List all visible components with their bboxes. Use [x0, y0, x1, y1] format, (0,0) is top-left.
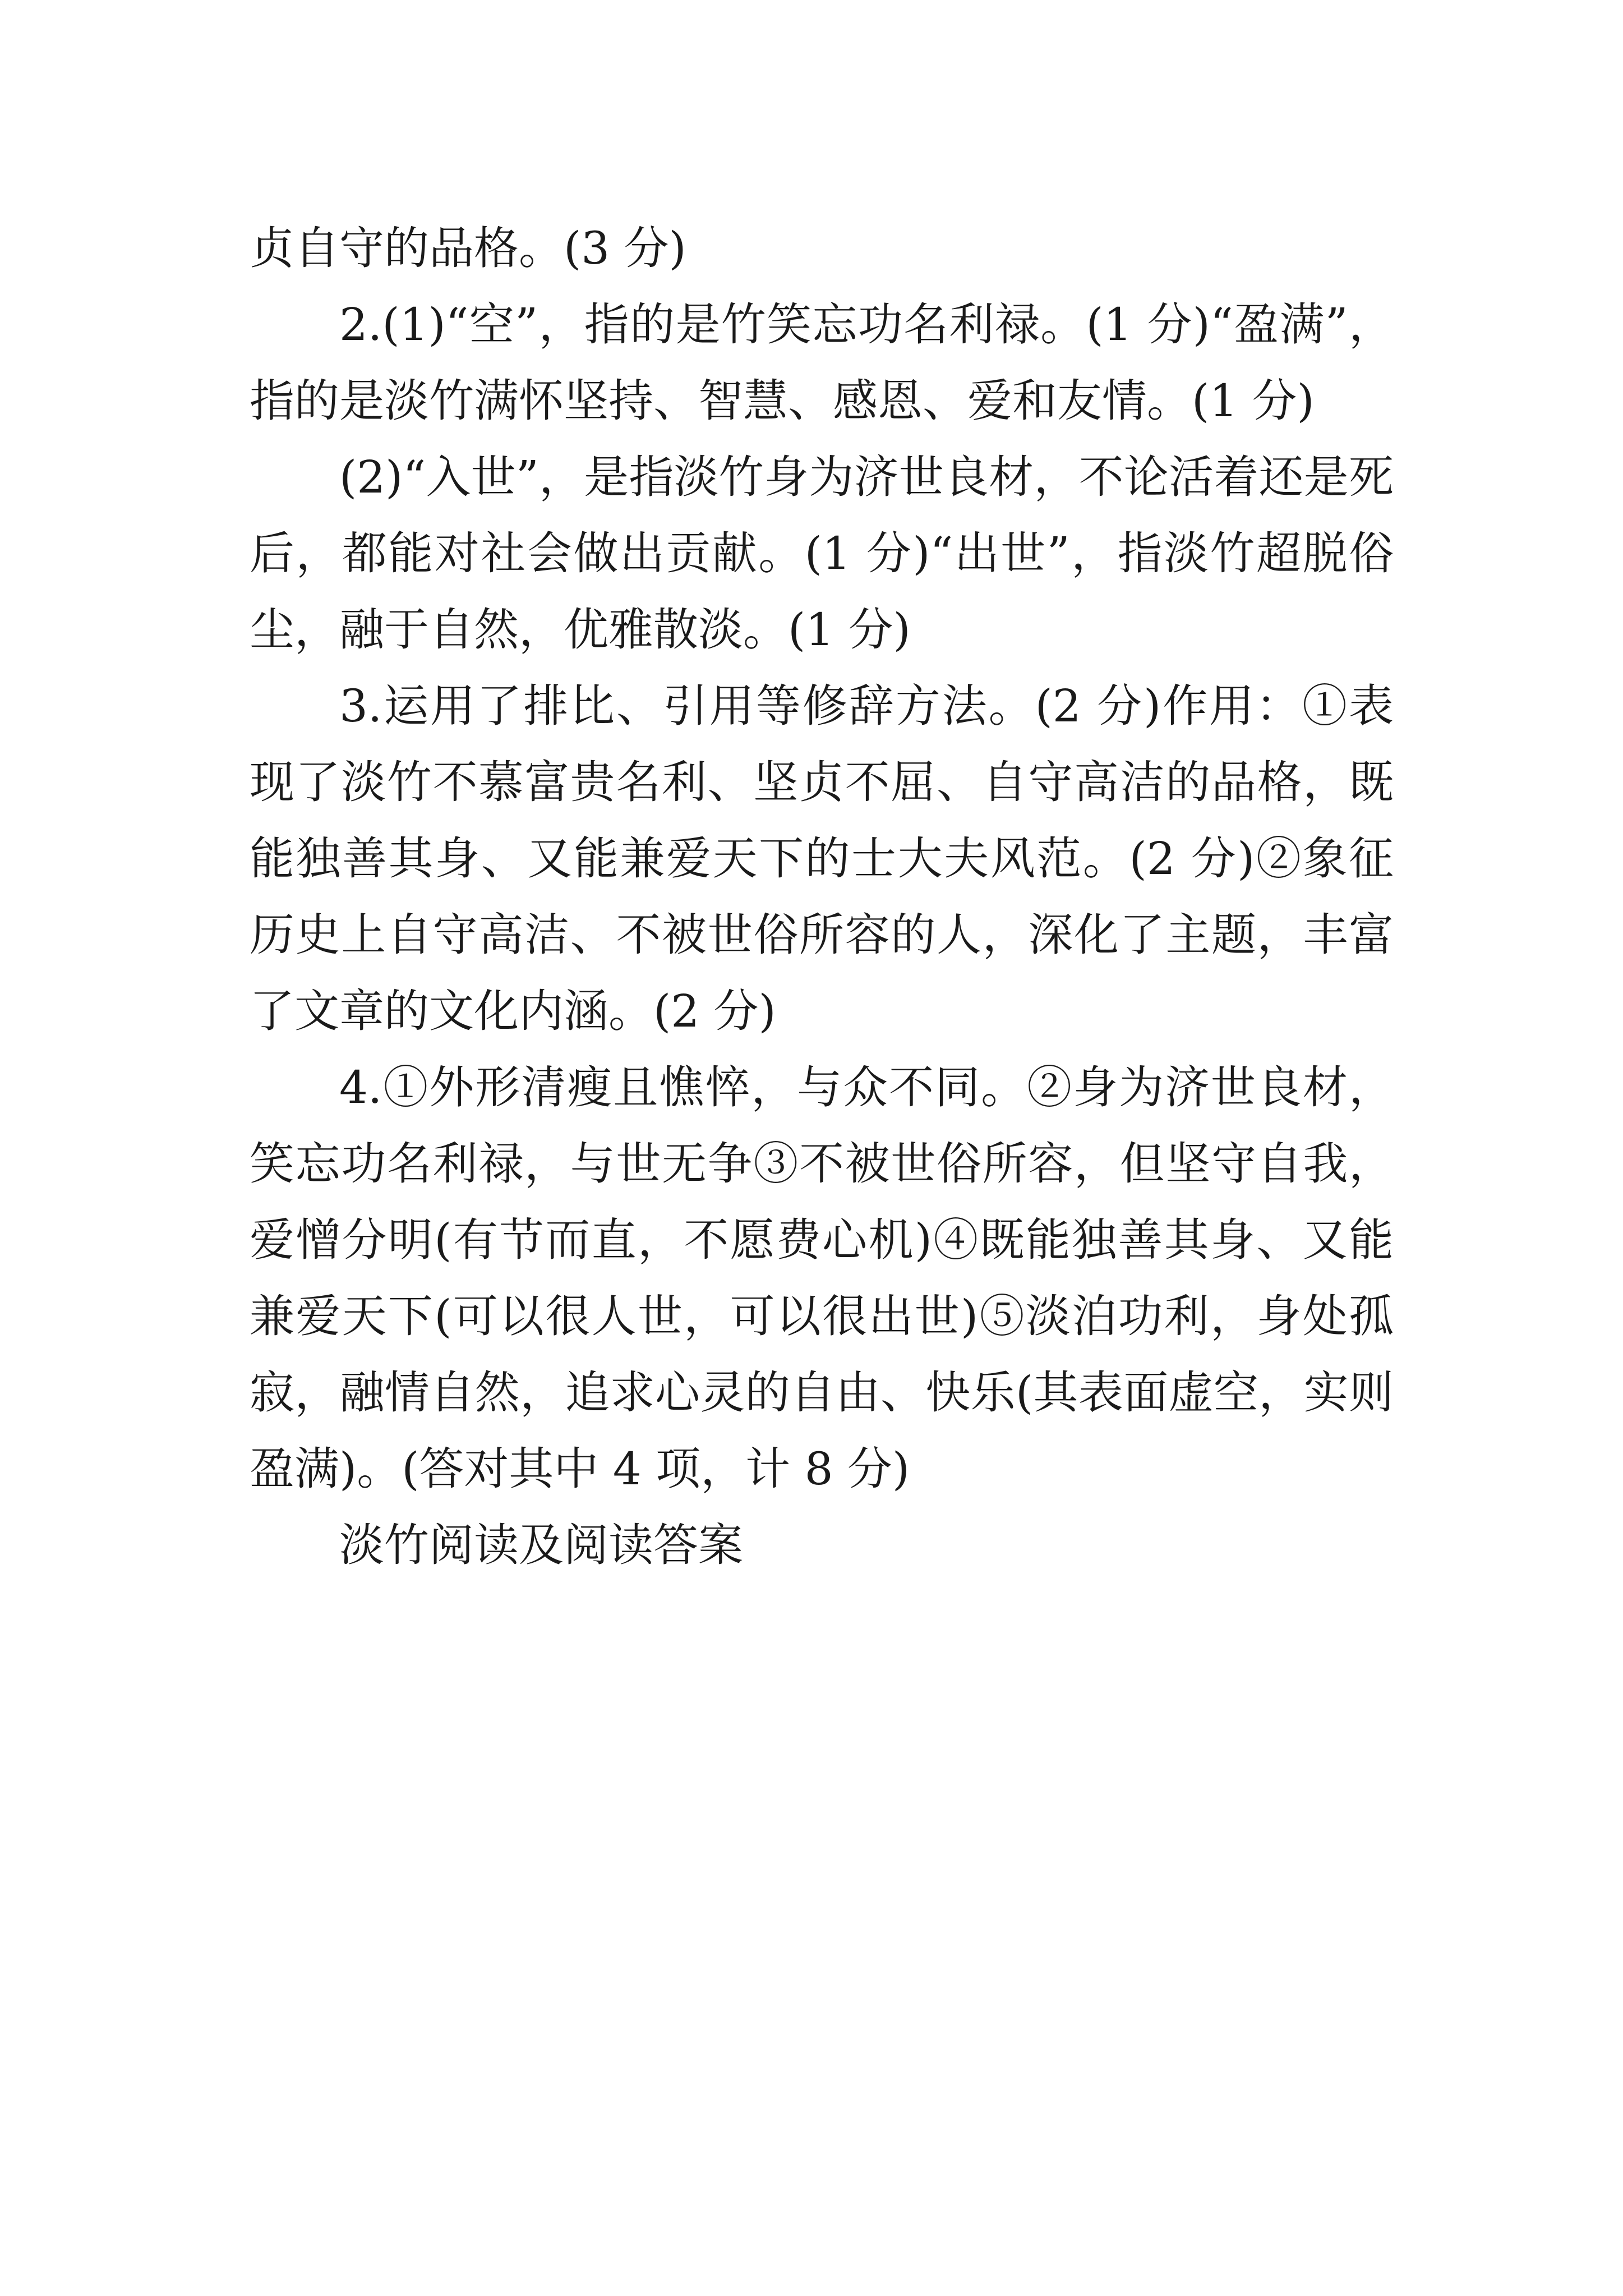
answer-paragraph-3: 3.运用了排比、引用等修辞方法。(2 分)作用：①表现了淡竹不慕富贵名利、坚贞不屈、自守高洁的品格，既能独善其身、又能兼爱天下的士大夫风范。(2 分)②象征历史上自守高洁、不被世俗所容的人，深化了主题，丰富了文章的文化内涵。(2 分): [250, 680, 1394, 1037]
answer-text-block: [250, 210, 1394, 1584]
answer-paragraph-2-2: (2)“入世”，是指淡竹身为济世良材，不论活着还是死后，都能对社会做出贡献。(1 分)“出世”，指淡竹超脱俗尘，融于自然，优雅散淡。(1 分): [250, 451, 1394, 656]
answer-paragraph-4: 4.①外形清瘦且憔悴，与众不同。②身为济世良材，笑忘功名利禄，与世无争③不被世俗所容，但坚守自我，爱憎分明(有节而直，不愿费心机)④既能独善其身、又能兼爱天下(可以很人世，可以很出世)⑤淡泊功利，身处孤寂，融情自然，追求心灵的自由、快乐(其表面虚空，实则盈满)。(答对其中 4 项，计 8 分): [250, 1061, 1394, 1495]
answer-paragraph-continuation: 贞自守的品格。(3 分): [250, 222, 686, 274]
answer-paragraph-2-1: 2.(1)“空”，指的是竹笑忘功名利禄。(1 分)“盈满”，指的是淡竹满怀坚持、智慧、感恩、爱和友情。(1 分): [250, 298, 1394, 427]
document-title-footer: 淡竹阅读及阅读答案: [339, 1519, 743, 1571]
